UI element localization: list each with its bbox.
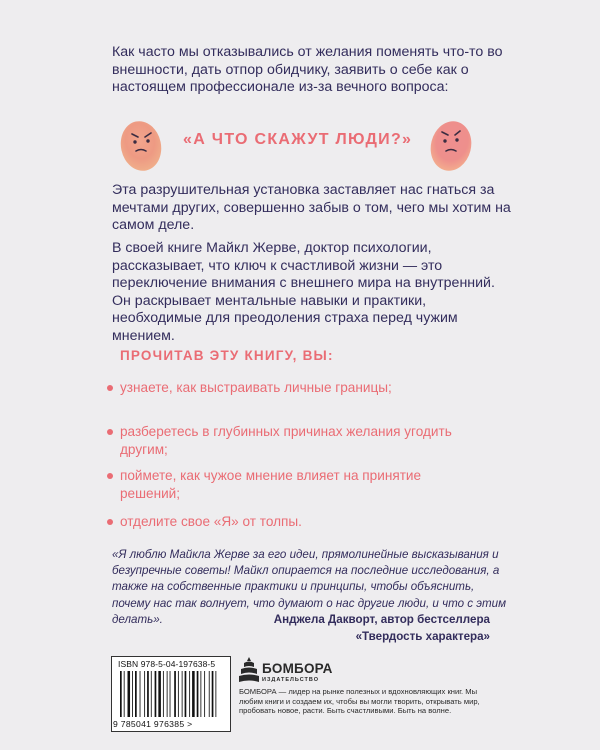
barcode-bar bbox=[132, 671, 133, 717]
barcode-bar bbox=[128, 671, 131, 717]
barcode-bar bbox=[155, 671, 157, 717]
barcode-bar bbox=[197, 671, 199, 717]
barcode-bar bbox=[120, 671, 122, 717]
barcode-bar bbox=[189, 671, 190, 717]
barcode-bar bbox=[192, 671, 195, 717]
benefits-title: ПРОЧИТАВ ЭТУ КНИГУ, ВЫ: bbox=[120, 348, 334, 363]
quote-author bbox=[150, 612, 490, 645]
setup-paragraph: Эта разрушительная установка заставляет нас гнаться за мечтами других, совершенно забыв о том, чего мы хотим на самом деле. bbox=[112, 182, 511, 233]
benefit-text: поймете, как чужое мнение влияет на принятие решений; bbox=[120, 468, 422, 501]
barcode-bar bbox=[163, 671, 164, 717]
barcode-number: 9 785041 976385 > bbox=[113, 719, 193, 729]
bombora-logo-icon bbox=[238, 655, 260, 685]
barcode-bar bbox=[185, 671, 187, 717]
barcode-bar bbox=[140, 671, 141, 717]
barcode-bar bbox=[212, 671, 214, 717]
barcode-bar bbox=[151, 671, 152, 717]
benefit-text: разберетесь в глубинных причинах желания угодить другим; bbox=[120, 424, 452, 457]
intro-paragraph: Как часто мы отказывались от желания поменять что-то во внешности, дать отпор обидчику, заявить о себе как о настоящем профессионале из-за вечного вопроса: bbox=[112, 44, 503, 95]
barcode-bar bbox=[200, 671, 201, 717]
barcode-bar bbox=[209, 671, 210, 717]
barcode-bar bbox=[144, 671, 145, 717]
barcode-bar bbox=[215, 671, 216, 717]
barcode-bar bbox=[147, 671, 149, 717]
bullet-dot-icon bbox=[107, 429, 113, 435]
barcode-bar bbox=[178, 671, 179, 717]
publisher-logo-name: БОМБОРА bbox=[262, 661, 333, 676]
endorsement-quote: «Я люблю Майкла Жерве за его идеи, прямолинейные высказывания и безупречные советы! Майкл опирается на последние исследования, а также на собственные практики и принципы, чтобы объяснить, почему нас так волнует, что думают о нас другие люди, и что с этим делать». bbox=[112, 548, 507, 626]
barcode-bar bbox=[182, 671, 183, 717]
barcode-graphic bbox=[120, 671, 220, 717]
bullet-dot-icon bbox=[107, 473, 113, 479]
barcode-bar bbox=[158, 671, 161, 717]
publisher-logo-subtitle: ИЗДАТЕЛЬСТВО bbox=[262, 677, 320, 683]
isbn-label: ISBN 978-5-04-197638-5 bbox=[118, 659, 216, 669]
barcode-bar bbox=[170, 671, 171, 717]
barcode-bar bbox=[167, 671, 168, 717]
worried-face-left-icon bbox=[118, 118, 164, 172]
description-paragraph: В своей книге Майкл Жерве, доктор психологии, рассказывает, что ключ к счастливой жизни — это переключение внимания с внешнего мира на внутренний. Он раскрывает ментальные навыки и практики, необходимые для преодоления страха перед чужим мнением. bbox=[112, 240, 495, 344]
headline-question: «А ЧТО СКАЖУТ ЛЮДИ?» bbox=[183, 131, 413, 148]
barcode-bar bbox=[124, 671, 125, 717]
barcode-bar bbox=[204, 671, 205, 717]
worried-face-right-icon bbox=[427, 117, 475, 173]
barcode-bar bbox=[174, 671, 176, 717]
author-book-line: «Твердость характера» bbox=[355, 629, 490, 643]
barcode-bar bbox=[135, 671, 137, 717]
benefit-text: отделите свое «Я» от толпы. bbox=[120, 514, 302, 529]
bullet-dot-icon bbox=[107, 519, 113, 525]
publisher-description: БОМБОРА — лидер на рынке полезных и вдохновляющих книг. Мы любим книги и создаем их, чтобы вы могли творить, открывать мир, пробовать новое, расти. Быть счастливыми. Быть на волне. bbox=[239, 687, 480, 716]
benefit-text: узнаете, как выстраивать личные границы; bbox=[120, 380, 392, 395]
bullet-dot-icon bbox=[107, 385, 113, 391]
barcode-block bbox=[111, 656, 231, 732]
author-name-line: Анджела Дакворт, автор бестселлера bbox=[273, 613, 490, 626]
